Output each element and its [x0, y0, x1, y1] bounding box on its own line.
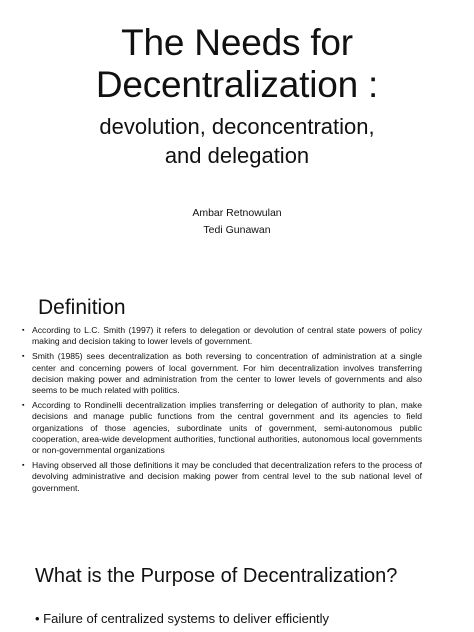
subtitle-line-2: and delegation [164, 143, 310, 168]
definition-heading: Definition [38, 296, 126, 319]
list-item-text: Smith (1985) sees decentralization as both reversing to concentration of administration at a single center and concerning powers of local government. For him decentralization involves transferring decision making power and administration from the center to lower levels of governments and also seems to be much related with politics. [32, 351, 422, 396]
definition-list [22, 325, 422, 498]
subtitle-line-1: devolution, deconcentration, [99, 114, 375, 139]
title-line-1: The Needs for [121, 22, 353, 63]
list-item [22, 400, 422, 456]
title-line-2: Decentralization : [95, 64, 379, 105]
list-item-text: Having observed all those definitions it may be concluded that decentralization refers to the process of devolving administrative and decision making power from central level to the sub national level of government. [32, 460, 422, 493]
square-bullet-icon: ▪ [22, 353, 25, 361]
purpose-slide [0, 556, 474, 632]
purpose-heading: What is the Purpose of Decentralization? [35, 565, 398, 587]
square-bullet-icon: ▪ [22, 402, 25, 410]
list-item-text: According to L.C. Smith (1997) it refers to delegation or devolution of central state powers of policy making and decision taking to lower levels of government. [32, 325, 422, 347]
slide-subtitle [0, 112, 474, 170]
title-slide [0, 0, 474, 284]
list-item [22, 460, 422, 494]
author-name: Tedi Gunawan [203, 224, 271, 236]
authors [0, 205, 474, 239]
author-name: Ambar Retnowulan [192, 207, 282, 219]
list-item [22, 351, 422, 396]
list-item [22, 325, 422, 347]
definition-slide [0, 284, 474, 556]
purpose-bullet: • Failure of centralized systems to deliver efficiently [35, 611, 330, 626]
square-bullet-icon: ▪ [22, 462, 25, 470]
slide-title [0, 22, 474, 106]
square-bullet-icon: ▪ [22, 327, 25, 334]
list-item-text: According to Rondinelli decentralization implies transferring or delegation of authority to plan, make decisions and manage public functions from the central government and its agencies to field organizations of those agencies, subordinate units of government, semi-autonomous public cooperation, area-wide development authorities, functional authorities, autonomous local governments or non-governmental organizations [32, 400, 422, 456]
